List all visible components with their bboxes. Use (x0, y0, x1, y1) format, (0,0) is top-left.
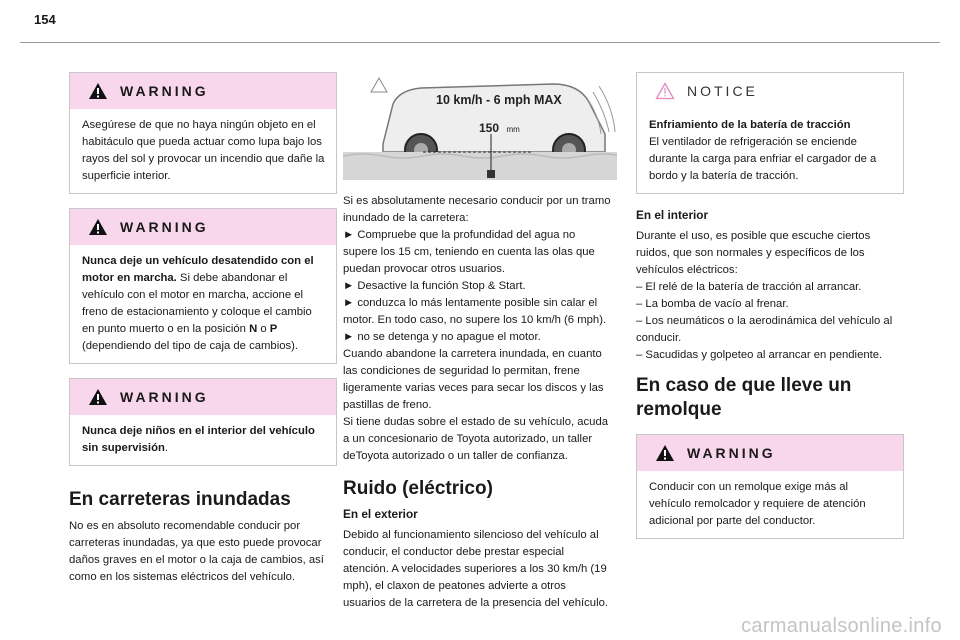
section-heading-noise: Ruido (eléctrico) (343, 478, 493, 499)
warning-bold-text: Nunca deje niños en el interior del vehículo sin supervisión (82, 425, 315, 454)
instruction-line: ► conduzca lo más lentamente posible sin calar el motor. En todo caso, no supere los 10 km/h (6 mph). (343, 297, 607, 326)
watermark: carmanualsonline.info (741, 615, 942, 637)
warning-text-a: Si debe abandonar el vehículo con el motor en marcha, accione el freno de estacionamiento y coloque el cambio en punto muerto o en la posición (82, 272, 312, 335)
flooded-instructions (343, 193, 611, 465)
warning-triangle-icon (88, 388, 108, 406)
instruction-line: ► Compruebe que la profundidad del agua no supere los 15 cm, teniendo en cuenta las olas que puedan provocar otros usuarios. (343, 229, 595, 275)
instruction-line: ► Desactive la función Stop & Start. (343, 280, 526, 292)
subheading-interior: En el interior (636, 208, 709, 222)
warning-box-trailer (636, 434, 904, 539)
flooded-paragraph: No es en absoluto recomendable conducir por carreteras inundadas, ya que esto puede provocar daños graves en el motor o la caja de cambios, así como en los sistemas eléctricos del vehículo. (69, 520, 324, 583)
notice-title: NOTICE (687, 83, 758, 99)
warning-triangle-icon (88, 82, 108, 100)
section-heading-trailer: En caso de que lleve un remolque (636, 375, 852, 420)
warning-title: WARNING (687, 445, 776, 461)
warning-header (637, 435, 903, 471)
warning-text-end: . (164, 442, 169, 454)
interior-line: – Los neumáticos o la aerodinámica del vehículo al conducir. (636, 315, 893, 344)
warning-box-sun (69, 72, 337, 194)
interior-line: – Sacudidas y golpeteo al arrancar en pendiente. (636, 349, 883, 361)
notice-bold-text: Enfriamiento de la batería de tracción (649, 119, 851, 131)
flooded-road-car-illustration (343, 72, 617, 180)
notice-header (637, 73, 903, 109)
column-2 (343, 72, 611, 612)
warning-header (70, 379, 336, 415)
warning-text: Conducir con un remolque exige más al vehículo remolcador y requiere de atención adicional por parte del conductor. (649, 481, 866, 527)
instruction-line: Cuando abandone la carretera inundada, en cuanto las condiciones de seguridad lo permitan, frene ligeramente varias veces para secar los discos y las pastillas de freno. (343, 348, 604, 411)
depth-label: 150 (479, 121, 500, 135)
interior-list (636, 228, 904, 364)
instruction-line: Si es absolutamente necesario conducir por un tramo inundado de la carretera: (343, 195, 611, 224)
gear-n: N (249, 323, 258, 335)
warning-triangle-icon (88, 218, 108, 236)
warning-text (70, 415, 336, 465)
warning-triangle-icon (655, 444, 675, 462)
warning-text: Asegúrese de que no haya ningún objeto en el habitáculo que pueda actuar como lupa bajo los rayos del sol y provocar un incendio que dañe la superficie interior. (82, 119, 325, 182)
warning-header (70, 209, 336, 245)
section-heading-flooded: En carreteras inundadas (69, 489, 291, 510)
speed-label: 10 km/h - 6 mph MAX (436, 93, 562, 107)
instruction-line: Si tiene dudas sobre el estado de su vehículo, acuda a un concesionario de Toyota autorizado, un taller deToyota autorizado o un taller de confianza. (343, 416, 609, 462)
instruction-line: ► no se detenga y no apague el motor. (343, 331, 541, 343)
warning-text-o: o (257, 323, 270, 335)
interior-line: – El relé de la batería de tracción al arrancar. (636, 281, 862, 293)
notice-box (636, 72, 904, 194)
warning-box-engine (69, 208, 337, 364)
header-rule (20, 42, 940, 43)
depth-unit: mm (506, 125, 520, 134)
notice-triangle-icon (655, 82, 675, 100)
warning-title: WARNING (120, 219, 209, 235)
notice-body (637, 109, 903, 193)
notice-text: El ventilador de refrigeración se enciende durante la carga para enfriar el cargador de a bordo y la batería de tracción. (649, 136, 877, 182)
page-number: 154 (34, 12, 56, 27)
column-3 (636, 72, 904, 553)
warning-title: WARNING (120, 83, 209, 99)
column-1 (69, 72, 337, 586)
exterior-paragraph: Debido al funcionamiento silencioso del vehículo al conducir, el conductor debe prestar especial atención. A velocidades superiores a los 30 km/h (19 mph), el claxon de peatones advierte a otros usuarios de la carretera de la presencia del vehículo. (343, 529, 609, 609)
warning-text (70, 245, 336, 363)
warning-box-children (69, 378, 337, 466)
warning-title: WARNING (120, 389, 209, 405)
interior-line: Durante el uso, es posible que escuche ciertos ruidos, que son normales y específicos de los vehículos eléctricos: (636, 230, 871, 276)
warning-header (70, 73, 336, 109)
interior-line: – La bomba de vacío al frenar. (636, 298, 789, 310)
warning-text-b: (dependiendo del tipo de caja de cambios). (82, 340, 299, 352)
warning-bold-text: Nunca deje un vehículo desatendido con el motor en marcha. (82, 255, 314, 284)
gear-p: P (269, 323, 278, 335)
subheading-exterior: En el exterior (343, 507, 418, 521)
